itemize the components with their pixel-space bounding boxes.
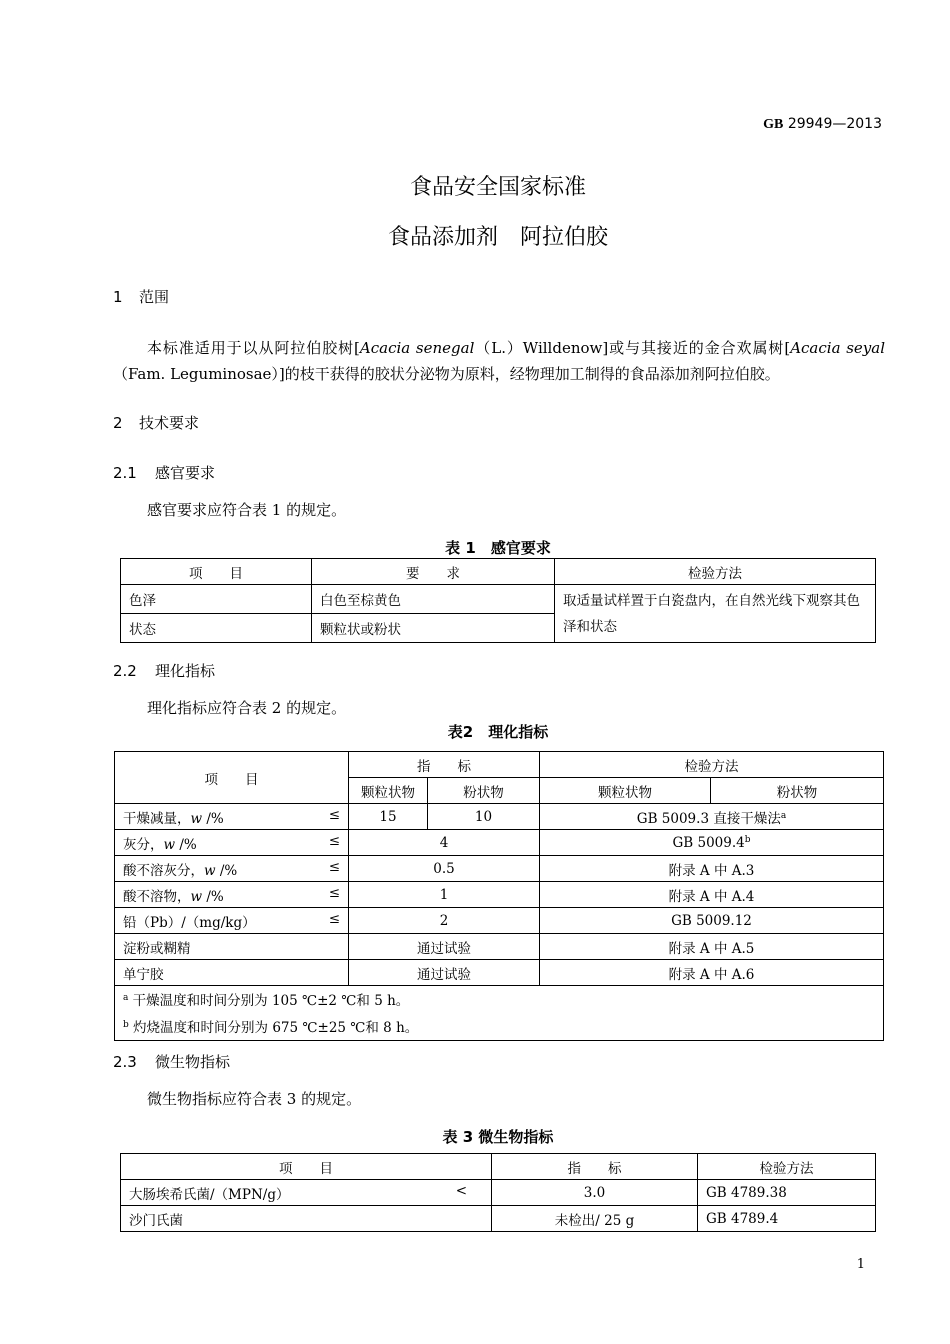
table-cell: 3.0 <box>492 1180 698 1206</box>
table-3-caption: 表 3 微生物指标 <box>442 1128 554 1146</box>
section-2-2-text: 理化指标应符合表 2 的规定。 <box>147 699 347 717</box>
table-cell: 通过试验 <box>349 960 540 986</box>
scope-text-2: （L.）Willdenow]或与其接近的金合欢属树[ <box>474 339 791 357</box>
table-header: 要 求 <box>312 559 555 585</box>
species-name-2: Acacia seyal <box>790 339 886 357</box>
method-text: GB 5009.4 <box>672 834 745 851</box>
section-number: 2.2 <box>113 662 137 680</box>
section-1-paragraph <box>113 335 885 387</box>
section-number: 2 <box>113 414 123 432</box>
section-2-3-text: 微生物指标应符合表 3 的规定。 <box>147 1090 362 1108</box>
section-title: 理化指标 <box>155 662 216 680</box>
table-cell: 1 <box>349 882 540 908</box>
table-header: 颗粒状物 <box>540 778 711 804</box>
table-cell: 4 <box>349 830 540 856</box>
table-cell: 沙门氏菌 <box>121 1206 492 1232</box>
table-header: 检验方法 <box>555 559 876 585</box>
table-cell <box>540 804 884 830</box>
item-unit: /% <box>202 888 224 905</box>
table-cell: 颗粒状或粉状 <box>312 614 555 643</box>
table-cell: 色泽 <box>121 585 312 614</box>
method-text: GB 5009.3 直接干燥法 <box>636 810 781 827</box>
footnote-mark: b <box>123 1020 129 1030</box>
table-cell <box>540 830 884 856</box>
item-label: 灰分， <box>123 836 164 853</box>
section-2-3-heading <box>113 1051 230 1072</box>
species-name-1: Acacia senegal <box>359 339 475 357</box>
footnote-a <box>123 986 875 1013</box>
section-title: 范围 <box>139 288 170 306</box>
table-cell: GB 4789.4 <box>698 1206 876 1232</box>
table-header: 项 目 <box>121 1154 492 1180</box>
table-header: 粉状物 <box>711 778 884 804</box>
section-title: 感官要求 <box>155 464 216 482</box>
standard-code-prefix: GB <box>763 117 784 132</box>
le-sign: ≤ <box>328 884 340 901</box>
table-cell <box>115 856 349 882</box>
footnote-mark: a <box>780 810 787 821</box>
item-label: 酸不溶灰分， <box>123 862 204 879</box>
mass-fraction-symbol: w <box>190 810 203 827</box>
table-cell: 附录 A 中 A.4 <box>540 882 884 908</box>
table-cell: 2 <box>349 908 540 934</box>
footnote-b <box>123 1013 875 1040</box>
table-header: 粉状物 <box>428 778 540 804</box>
table-2 <box>114 751 884 1041</box>
footnote-text: 灼烧温度和时间分别为 675 ℃±25 ℃和 8 h。 <box>128 1020 419 1036</box>
table-header: 指 标 <box>349 752 540 778</box>
section-number: 1 <box>113 288 123 306</box>
table-cell <box>115 882 349 908</box>
section-title: 微生物指标 <box>155 1053 231 1071</box>
section-2-heading <box>113 412 199 433</box>
table-header: 检验方法 <box>540 752 884 778</box>
scope-text-3: （Fam. Leguminosae）]的枝干获得的胶状分泌物为原料，经物理加工制得的食品添加剂阿拉伯胶。 <box>113 365 780 383</box>
lt-sign: < <box>455 1182 467 1199</box>
le-sign: ≤ <box>328 806 340 823</box>
section-2-1-text: 感官要求应符合表 1 的规定。 <box>147 501 347 519</box>
item-unit: /% <box>202 810 224 827</box>
table-header: 颗粒状物 <box>349 778 428 804</box>
mass-fraction-symbol: w <box>204 862 216 879</box>
table-cell: 10 <box>428 804 540 830</box>
section-2-1-heading <box>113 462 215 483</box>
table-cell: 附录 A 中 A.5 <box>540 934 884 960</box>
table-cell: 单宁胶 <box>115 960 349 986</box>
table-cell: GB 5009.12 <box>540 908 884 934</box>
section-2-2-heading <box>113 660 215 681</box>
table-cell <box>115 830 349 856</box>
table-cell: GB 4789.38 <box>698 1180 876 1206</box>
le-sign: ≤ <box>328 832 340 849</box>
item-unit: /% <box>175 836 197 853</box>
item-unit: /% <box>215 862 238 879</box>
table-header: 项 目 <box>115 752 349 804</box>
table-cell: 附录 A 中 A.3 <box>540 856 884 882</box>
table-cell <box>115 908 349 934</box>
section-1-heading <box>113 286 169 307</box>
title-line-2: 食品添加剂 阿拉伯胶 <box>387 225 608 250</box>
table-cell: 状态 <box>121 614 312 643</box>
footnote-text: 干燥温度和时间分别为 105 ℃±2 ℃和 5 h。 <box>128 993 410 1009</box>
mass-fraction-symbol: w <box>163 836 176 853</box>
table-footnotes <box>115 986 884 1041</box>
table-header: 指 标 <box>492 1154 698 1180</box>
table-cell: 未检出/ 25 g <box>492 1206 698 1232</box>
standard-code <box>763 116 882 133</box>
section-number: 2.3 <box>113 1053 137 1071</box>
item-label: 大肠埃希氏菌/（MPN/g） <box>129 1186 290 1203</box>
footnote-mark: b <box>744 834 751 845</box>
table-cell: 取适量试样置于白瓷盘内，在自然光线下观察其色泽和状态 <box>555 585 876 643</box>
table-cell: 0.5 <box>349 856 540 882</box>
section-title: 技术要求 <box>139 414 200 432</box>
table-cell <box>115 804 349 830</box>
table-2-caption: 表2 理化指标 <box>447 723 549 741</box>
table-cell <box>121 1180 492 1206</box>
section-number: 2.1 <box>113 464 137 482</box>
table-1 <box>120 558 876 643</box>
table-cell: 15 <box>349 804 428 830</box>
table-header: 项 目 <box>121 559 312 585</box>
item-label: 酸不溶物， <box>123 888 191 905</box>
le-sign: ≤ <box>328 858 340 875</box>
mass-fraction-symbol: w <box>190 888 203 905</box>
table-1-caption: 表 1 感官要求 <box>445 539 551 557</box>
title-line-1: 食品安全国家标准 <box>409 175 586 200</box>
table-cell: 附录 A 中 A.6 <box>540 960 884 986</box>
table-cell: 淀粉或糊精 <box>115 934 349 960</box>
table-3 <box>120 1153 876 1232</box>
le-sign: ≤ <box>328 910 340 927</box>
standard-code-number: 29949—2013 <box>783 116 882 132</box>
scope-text-1: 本标准适用于以从阿拉伯胶树[ <box>147 339 360 357</box>
footnote-mark: a <box>123 993 129 1003</box>
table-cell: 白色至棕黄色 <box>312 585 555 614</box>
item-label: 干燥减量， <box>123 810 191 827</box>
table-header: 检验方法 <box>698 1154 876 1180</box>
table-cell: 通过试验 <box>349 934 540 960</box>
page-number: 1 <box>856 1257 865 1272</box>
item-label: 铅（Pb）/（mg/kg） <box>123 914 256 931</box>
